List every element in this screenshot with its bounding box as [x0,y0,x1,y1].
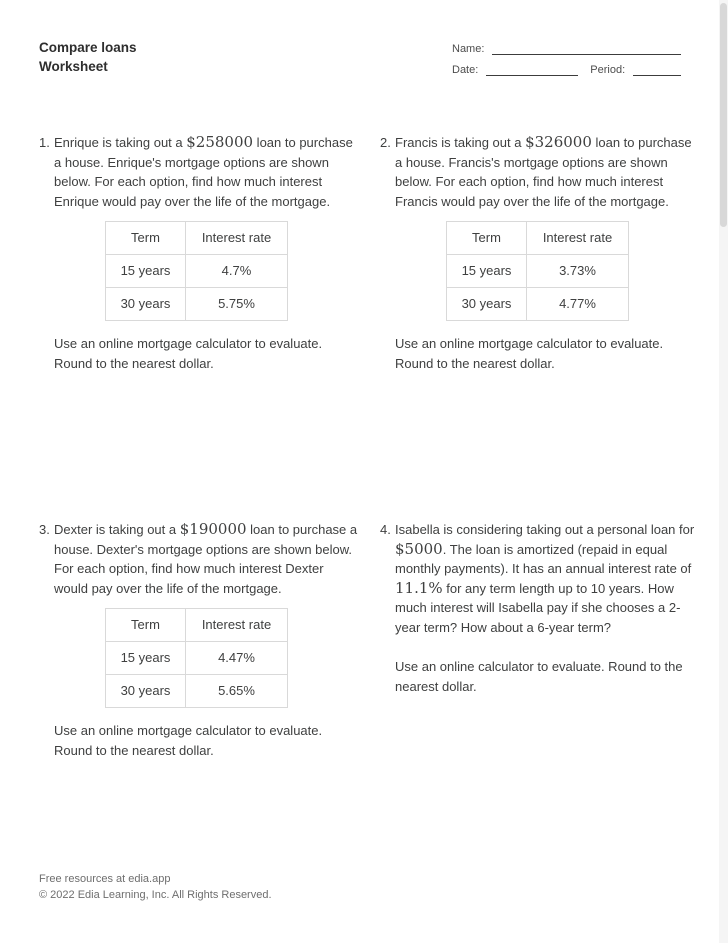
problem-number: 3. [39,522,50,537]
table-cell: 30 years [106,288,186,321]
table-header-cell: Interest rate [186,222,288,255]
problem-text-segment: loan to purchase a house. Enrique's mortgage options are shown below. For each option, find how much interest Enrique would pay over the life of the mortgage. [54,135,353,209]
problem-note: Use an online mortgage calculator to evaluate. Round to the nearest dollar. [54,336,323,371]
problem-text-segment: loan to purchase a house. Francis's mortgage options are shown below. For each option, find how much interest Francis would pay over the life of the mortgage. [395,135,692,209]
problems-grid [39,133,701,907]
period-blank-line [633,66,681,76]
problem-body [395,520,701,907]
problem-text-segment: Francis is taking out a [395,135,526,150]
table-header-cell: Term [447,222,527,255]
table-row [447,255,629,288]
date-period-field-row [452,63,681,76]
table-cell: 4.77% [527,288,629,321]
table-row [106,675,288,708]
problem-text [54,133,360,211]
table-header-cell: Term [106,222,186,255]
name-label: Name: [452,43,485,55]
table-cell: 15 years [447,255,527,288]
table-cell: 30 years [447,288,527,321]
problem-text-segment: Isabella is considering taking out a personal loan for [395,522,695,537]
problem-body [395,133,701,520]
problem-text-segment: loan to purchase a house. Dexter's mortgage options are shown below. For each option, find how much interest Dexter would pay over the life of the mortgage. [54,522,358,596]
problem-text [395,520,701,637]
table-cell: 5.75% [186,288,288,321]
problem-note: Use an online mortgage calculator to evaluate. Round to the nearest dollar. [54,723,323,758]
problem-number: 2. [380,135,391,150]
table-header-row [106,222,288,255]
problem-item-2 [380,133,701,520]
problem-text-segment: Dexter is taking out a [54,522,180,537]
problem-text-segment: for any term length up to 10 years. How much interest will Isabella pay if she chooses a 2-year term? How about a 6-year term? [395,580,681,635]
table-row [106,288,288,321]
page-footer [39,872,272,903]
table-header-cell: Term [106,609,186,642]
table-row [447,288,629,321]
page-title-line1: Compare loans [39,40,137,55]
table-row [106,255,288,288]
math-amount: 11.1% [395,578,443,597]
table-cell: 15 years [106,642,186,675]
loan-options-table [446,221,629,321]
table-cell: 15 years [106,255,186,288]
problem-text-segment: Enrique is taking out a [54,135,187,150]
math-amount: $258000 [186,133,254,151]
problem-text-segment: . The loan is amortized (repaid in equal monthly payments). It has an annual interest rate of [395,541,692,576]
problem-body [54,520,360,907]
table-cell: 3.73% [527,255,629,288]
problem-note: Use an online mortgage calculator to evaluate. Round to the nearest dollar. [395,336,664,371]
math-amount: $326000 [525,133,592,151]
scrollbar-track[interactable] [719,0,728,943]
problem-item-3 [39,520,360,907]
table-cell: 5.65% [186,675,288,708]
table-header-cell: Interest rate [186,609,288,642]
math-amount: $5000 [395,539,443,558]
problem-item-4 [380,520,701,907]
date-label: Date: [452,64,479,76]
scrollbar-thumb[interactable] [720,3,727,227]
loan-options-table [105,221,288,321]
name-field-row [452,42,681,55]
problem-number: 4. [380,522,391,537]
table-cell: 4.7% [186,255,288,288]
problem-text [54,520,360,598]
math-amount: $190000 [179,520,247,538]
problem-body [54,133,360,520]
table-header-row [106,609,288,642]
footer-copyright-line: © 2022 Edia Learning, Inc. All Rights Reserved. [39,888,272,901]
period-label: Period: [590,64,626,76]
footer-resources-line: Free resources at edia.app [39,873,171,885]
table-header-cell: Interest rate [527,222,629,255]
problem-text [395,133,701,211]
problem-note: Use an online calculator to evaluate. Round to the nearest dollar. [395,659,683,694]
date-blank-line [486,66,578,76]
table-cell: 4.47% [186,642,288,675]
name-blank-line [492,45,681,55]
table-row [106,642,288,675]
page-title-line2: Worksheet [39,59,108,74]
problem-item-1 [39,133,360,520]
table-header-row [447,222,629,255]
page-title [39,38,137,76]
problem-number: 1. [39,135,50,150]
loan-options-table [105,608,288,708]
student-fields [452,42,681,76]
table-cell: 30 years [106,675,186,708]
